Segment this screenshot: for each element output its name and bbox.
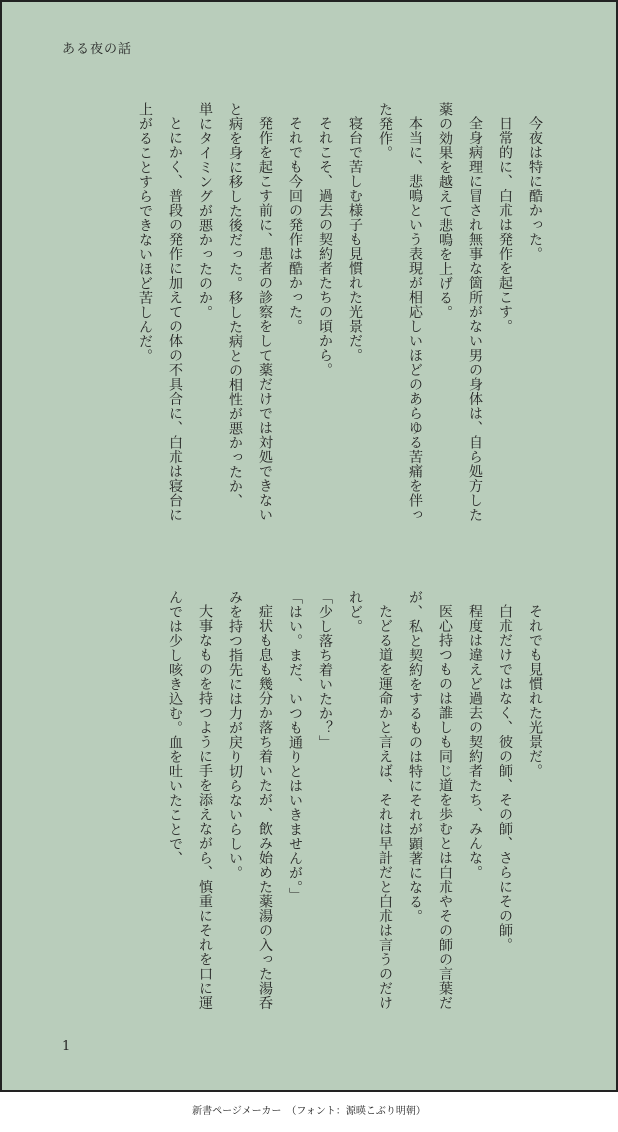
page-number: 1 — [62, 1039, 71, 1054]
paragraph: 今夜は特に酷かった。 — [527, 116, 543, 261]
paragraph: それでも今回の発作は酷かった。 — [287, 116, 303, 334]
paragraph: 大事なものを持つように手を添えながら、慎重にそれを口に運んでは少し咳き込む。血を吐いたことで、 — [167, 590, 213, 1010]
paragraph: 日常的に、白朮は発作を起こす。 — [497, 116, 513, 334]
upper-text-block — [130, 102, 550, 522]
paragraph: 本当に、悲鳴という表現が相応しいほどのあらゆる苦痛を伴った発作。 — [377, 102, 423, 522]
lower-text-block — [160, 590, 550, 1020]
dialogue-line: 「少し落ち着いたか？」 — [317, 590, 333, 750]
dialogue-line: 「はい。まだ、いつも通りとはいきませんが。」 — [287, 590, 303, 902]
paragraph: 症状も息も幾分か落ち着いたが、飲み始めた薬湯の入った湯呑みを持つ指先には力が戻り切らないらしい。 — [227, 590, 273, 1010]
paragraph: 医心持つものは誰しも同じ道を歩むとは白朮やその師の言葉だが、私と契約をするものは特にそれが顕著になる。 — [407, 590, 453, 1010]
paragraph: たどる道を運命かと言えば、それは早計だと白朮は言うのだけれど。 — [347, 590, 393, 1010]
paragraph: 寝台で苦しむ様子も見慣れた光景だ。 — [347, 116, 363, 363]
paragraph: 程度は違えど過去の契約者たち、みんな。 — [467, 604, 483, 880]
paragraph: 全身病理に冒され無事な箇所がない男の身体は、自ら処方した薬の効果を越えて悲鳴を上げる。 — [437, 102, 483, 522]
paragraph: 発作を起こす前に、患者の診察をして薬だけでは対処できないと病を身に移した後だった。移した病との相性が悪かったか、単にタイミングが悪かったのか。 — [197, 102, 273, 522]
paragraph: 白朮だけではなく、彼の師、その師、さらにその師。 — [497, 604, 513, 952]
paragraph: それでも見慣れた光景だ。 — [527, 604, 543, 778]
paragraph: とにかく、普段の発作に加えての体の不具合に、白朮は寝台に上がることすらできないほど苦しんだ。 — [137, 102, 183, 522]
footer-caption: 新書ページメーカー （フォント：源暎こぶり明朝） — [192, 1106, 426, 1117]
page-header-title: ある夜の話 — [62, 42, 133, 57]
paragraph: それこそ、過去の契約者たちの頃から。 — [317, 116, 333, 377]
